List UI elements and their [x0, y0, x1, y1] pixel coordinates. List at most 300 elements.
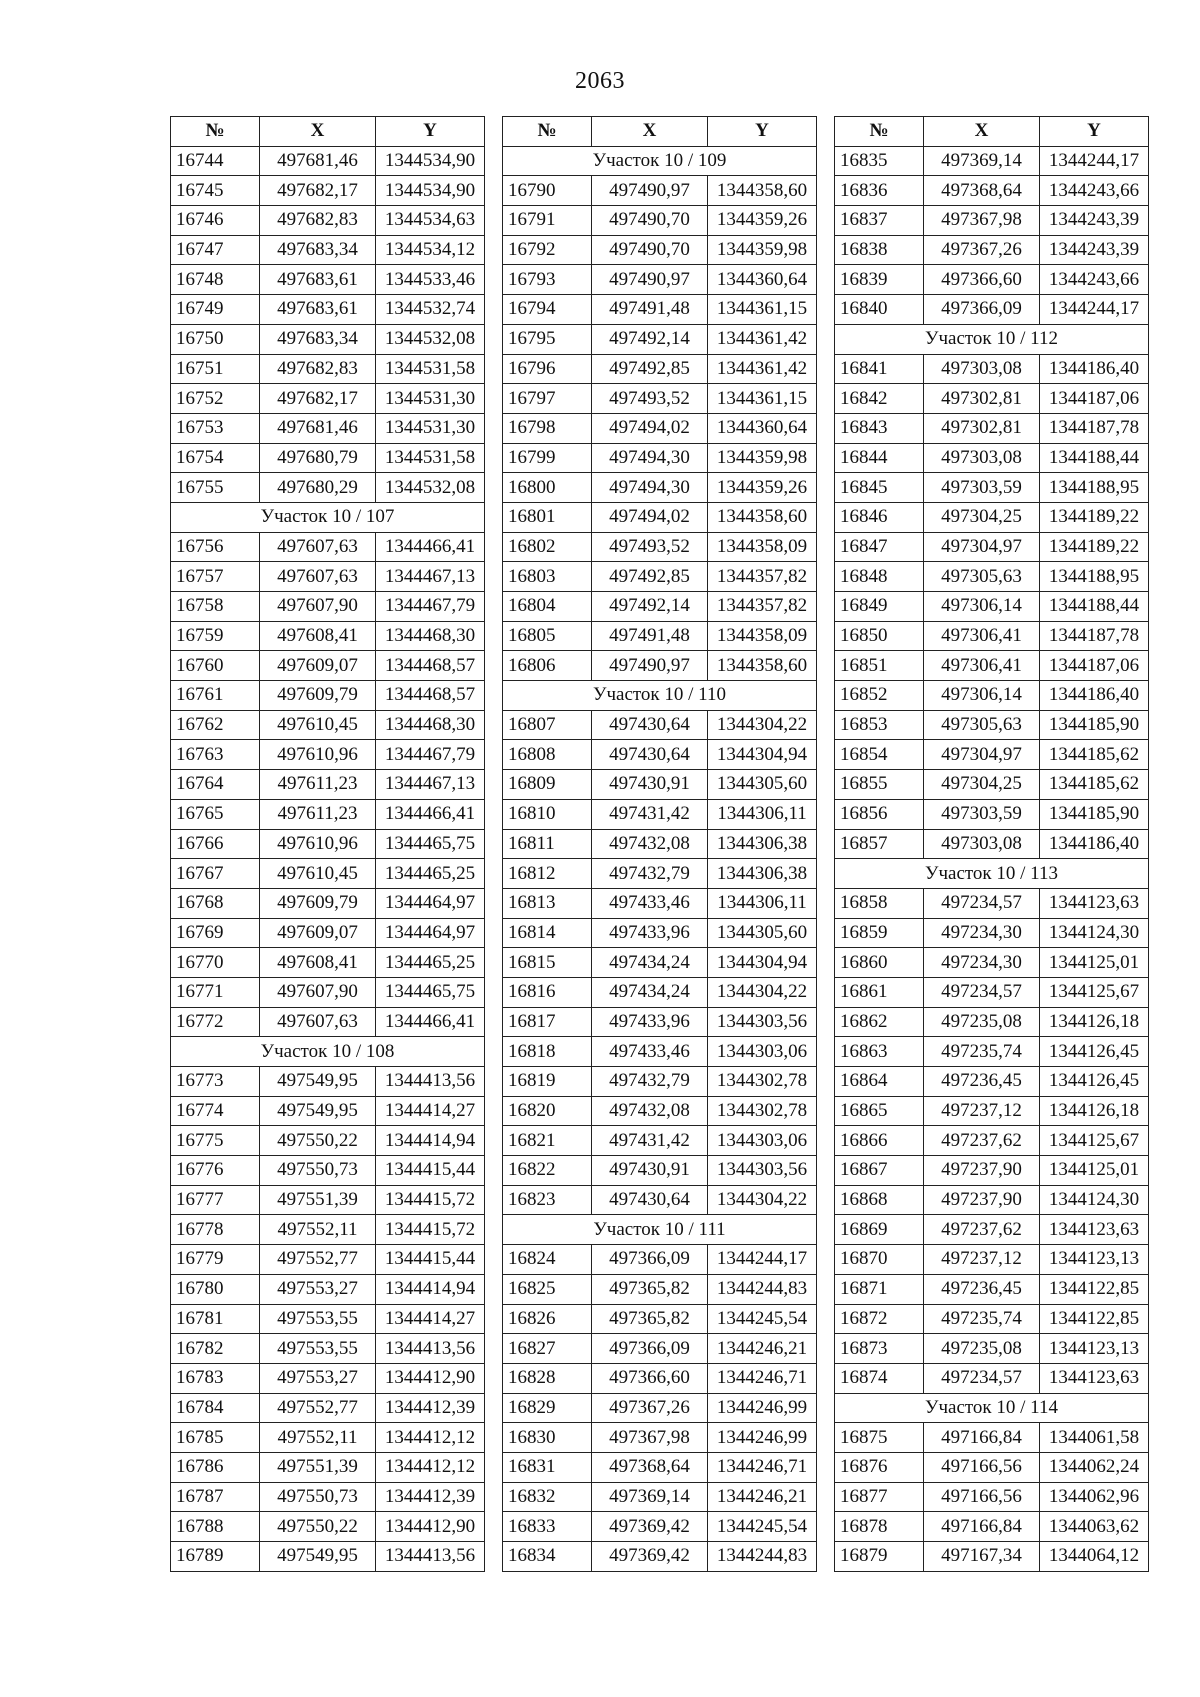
header-x: X — [592, 117, 708, 147]
table-row — [171, 592, 485, 622]
table-row — [503, 532, 817, 562]
coord-x: 497167,34 — [924, 1542, 1040, 1572]
point-number: 16875 — [835, 1423, 924, 1453]
coord-x: 497303,59 — [924, 799, 1040, 829]
coord-x: 497432,08 — [592, 1096, 708, 1126]
coord-y: 1344185,90 — [1040, 710, 1149, 740]
coord-x: 497680,29 — [260, 473, 376, 503]
table-row — [835, 710, 1149, 740]
table-header-row — [835, 117, 1149, 147]
coord-x: 497306,14 — [924, 592, 1040, 622]
point-number: 16771 — [171, 977, 260, 1007]
table-row — [171, 710, 485, 740]
table-row — [503, 621, 817, 651]
coord-y: 1344303,56 — [708, 1007, 817, 1037]
point-number: 16859 — [835, 918, 924, 948]
point-number: 16822 — [503, 1156, 592, 1186]
table-row — [835, 918, 1149, 948]
table-row — [171, 265, 485, 295]
point-number: 16858 — [835, 888, 924, 918]
coord-y: 1344125,01 — [1040, 948, 1149, 978]
table-row — [503, 1304, 817, 1334]
point-number: 16778 — [171, 1215, 260, 1245]
coord-x: 497368,64 — [924, 176, 1040, 206]
table-header-row — [503, 117, 817, 147]
point-number: 16799 — [503, 443, 592, 473]
coord-y: 1344243,66 — [1040, 265, 1149, 295]
point-number: 16863 — [835, 1037, 924, 1067]
coord-y: 1344306,38 — [708, 859, 817, 889]
table-row — [835, 413, 1149, 443]
coord-x: 497237,12 — [924, 1245, 1040, 1275]
point-number: 16773 — [171, 1067, 260, 1097]
coord-y: 1344412,90 — [376, 1363, 485, 1393]
coord-x: 497369,42 — [592, 1542, 708, 1572]
coord-y: 1344061,58 — [1040, 1423, 1149, 1453]
table-row — [503, 235, 817, 265]
table-row — [835, 295, 1149, 325]
coord-y: 1344412,39 — [376, 1482, 485, 1512]
table-row — [835, 443, 1149, 473]
table-row — [835, 1512, 1149, 1542]
point-number: 16803 — [503, 562, 592, 592]
coord-y: 1344465,75 — [376, 829, 485, 859]
coord-y: 1344302,78 — [708, 1096, 817, 1126]
point-number: 16750 — [171, 324, 260, 354]
coord-y: 1344304,94 — [708, 740, 817, 770]
header-x: X — [924, 117, 1040, 147]
coord-x: 497549,95 — [260, 1542, 376, 1572]
table-row — [835, 473, 1149, 503]
coord-y: 1344187,78 — [1040, 413, 1149, 443]
coord-x: 497490,97 — [592, 265, 708, 295]
coord-x: 497553,55 — [260, 1334, 376, 1364]
header-x: X — [260, 117, 376, 147]
coord-x: 497236,45 — [924, 1274, 1040, 1304]
point-number: 16813 — [503, 888, 592, 918]
coord-x: 497367,26 — [592, 1393, 708, 1423]
section-row — [835, 1393, 1149, 1423]
section-row — [503, 1215, 817, 1245]
coord-x: 497682,83 — [260, 354, 376, 384]
point-number: 16768 — [171, 888, 260, 918]
coord-y: 1344415,72 — [376, 1215, 485, 1245]
point-number: 16819 — [503, 1067, 592, 1097]
table-row — [503, 1245, 817, 1275]
coord-y: 1344123,63 — [1040, 1215, 1149, 1245]
table-row — [835, 562, 1149, 592]
table-row — [171, 829, 485, 859]
coord-x: 497237,90 — [924, 1156, 1040, 1186]
coord-y: 1344534,12 — [376, 235, 485, 265]
point-number: 16870 — [835, 1245, 924, 1275]
point-number: 16777 — [171, 1185, 260, 1215]
coord-y: 1344063,62 — [1040, 1512, 1149, 1542]
coord-x: 497683,61 — [260, 265, 376, 295]
coord-x: 497433,46 — [592, 888, 708, 918]
coord-x: 497304,97 — [924, 532, 1040, 562]
coord-x: 497235,74 — [924, 1304, 1040, 1334]
coord-x: 497303,59 — [924, 473, 1040, 503]
table-row — [835, 1452, 1149, 1482]
point-number: 16794 — [503, 295, 592, 325]
coord-x: 497550,22 — [260, 1512, 376, 1542]
coord-x: 497434,24 — [592, 948, 708, 978]
table-row — [835, 1423, 1149, 1453]
coord-x: 497237,62 — [924, 1215, 1040, 1245]
table-row — [503, 1334, 817, 1364]
coord-y: 1344358,09 — [708, 532, 817, 562]
coord-y: 1344306,11 — [708, 888, 817, 918]
coord-y: 1344304,22 — [708, 1185, 817, 1215]
table-row — [171, 1007, 485, 1037]
coord-x: 497494,30 — [592, 473, 708, 503]
point-number: 16798 — [503, 413, 592, 443]
coord-y: 1344303,06 — [708, 1126, 817, 1156]
table-row — [503, 324, 817, 354]
point-number: 16847 — [835, 532, 924, 562]
table-row — [171, 235, 485, 265]
coord-x: 497366,60 — [592, 1363, 708, 1393]
coord-x: 497306,41 — [924, 621, 1040, 651]
coord-y: 1344412,90 — [376, 1512, 485, 1542]
coord-y: 1344189,22 — [1040, 502, 1149, 532]
coord-x: 497490,97 — [592, 176, 708, 206]
point-number: 16873 — [835, 1334, 924, 1364]
table-row — [835, 977, 1149, 1007]
table-row — [835, 740, 1149, 770]
point-number: 16849 — [835, 592, 924, 622]
coord-y: 1344465,25 — [376, 948, 485, 978]
table-row — [503, 1482, 817, 1512]
point-number: 16831 — [503, 1452, 592, 1482]
point-number: 16793 — [503, 265, 592, 295]
table-row — [503, 265, 817, 295]
table-row — [835, 888, 1149, 918]
section-row — [503, 681, 817, 711]
point-number: 16868 — [835, 1185, 924, 1215]
coord-y: 1344064,12 — [1040, 1542, 1149, 1572]
point-number: 16760 — [171, 651, 260, 681]
coord-x: 497552,11 — [260, 1423, 376, 1453]
coord-y: 1344244,83 — [708, 1274, 817, 1304]
coord-x: 497490,70 — [592, 235, 708, 265]
coord-x: 497302,81 — [924, 413, 1040, 443]
table-row — [171, 324, 485, 354]
point-number: 16866 — [835, 1126, 924, 1156]
point-number: 16776 — [171, 1156, 260, 1186]
table-row — [171, 1482, 485, 1512]
table-row — [503, 1067, 817, 1097]
section-row — [171, 1037, 485, 1067]
coord-x: 497491,48 — [592, 621, 708, 651]
coord-y: 1344358,60 — [708, 651, 817, 681]
coord-y: 1344123,13 — [1040, 1334, 1149, 1364]
table-row — [835, 829, 1149, 859]
point-number: 16823 — [503, 1185, 592, 1215]
coord-x: 497304,97 — [924, 740, 1040, 770]
table-row — [171, 443, 485, 473]
table-row — [503, 948, 817, 978]
table-row — [171, 1185, 485, 1215]
coord-y: 1344413,56 — [376, 1067, 485, 1097]
point-number: 16757 — [171, 562, 260, 592]
point-number: 16815 — [503, 948, 592, 978]
coord-y: 1344188,44 — [1040, 592, 1149, 622]
table-row — [171, 1452, 485, 1482]
table-row — [503, 473, 817, 503]
point-number: 16850 — [835, 621, 924, 651]
point-number: 16790 — [503, 176, 592, 206]
coord-y: 1344465,75 — [376, 977, 485, 1007]
table-row — [835, 1215, 1149, 1245]
coord-y: 1344126,45 — [1040, 1067, 1149, 1097]
table-row — [835, 770, 1149, 800]
table-row — [835, 799, 1149, 829]
coord-y: 1344244,17 — [708, 1245, 817, 1275]
table-row — [171, 532, 485, 562]
header-number: № — [503, 117, 592, 147]
coord-y: 1344467,13 — [376, 770, 485, 800]
point-number: 16828 — [503, 1363, 592, 1393]
table-row — [835, 1542, 1149, 1572]
coord-x: 497166,56 — [924, 1482, 1040, 1512]
point-number: 16860 — [835, 948, 924, 978]
coord-x: 497366,09 — [924, 295, 1040, 325]
coord-y: 1344466,41 — [376, 532, 485, 562]
table-row — [171, 918, 485, 948]
table-row — [171, 1423, 485, 1453]
coord-y: 1344468,30 — [376, 710, 485, 740]
table-row — [171, 1126, 485, 1156]
coord-x: 497369,42 — [592, 1512, 708, 1542]
coord-x: 497303,08 — [924, 443, 1040, 473]
coord-y: 1344246,99 — [708, 1393, 817, 1423]
point-number: 16761 — [171, 681, 260, 711]
coord-x: 497304,25 — [924, 502, 1040, 532]
point-number: 16844 — [835, 443, 924, 473]
table-row — [503, 592, 817, 622]
coord-x: 497306,14 — [924, 681, 1040, 711]
table-row — [171, 651, 485, 681]
table-row — [171, 176, 485, 206]
coord-x: 497431,42 — [592, 1126, 708, 1156]
coord-x: 497302,81 — [924, 384, 1040, 414]
coord-x: 497491,48 — [592, 295, 708, 325]
coord-x: 497490,97 — [592, 651, 708, 681]
table-row — [503, 859, 817, 889]
coord-y: 1344533,46 — [376, 265, 485, 295]
coord-x: 497237,12 — [924, 1096, 1040, 1126]
coord-x: 497432,79 — [592, 859, 708, 889]
coord-y: 1344062,24 — [1040, 1452, 1149, 1482]
coord-x: 497433,46 — [592, 1037, 708, 1067]
coord-x: 497550,73 — [260, 1482, 376, 1512]
coord-x: 497553,27 — [260, 1363, 376, 1393]
table-row — [835, 206, 1149, 236]
point-number: 16779 — [171, 1245, 260, 1275]
section-row — [171, 502, 485, 532]
point-number: 16810 — [503, 799, 592, 829]
coord-x: 497305,63 — [924, 562, 1040, 592]
point-number: 16765 — [171, 799, 260, 829]
point-number: 16855 — [835, 770, 924, 800]
coord-x: 497682,17 — [260, 176, 376, 206]
coord-y: 1344123,63 — [1040, 888, 1149, 918]
coord-y: 1344413,56 — [376, 1542, 485, 1572]
coord-y: 1344243,39 — [1040, 235, 1149, 265]
point-number: 16851 — [835, 651, 924, 681]
coord-x: 497236,45 — [924, 1067, 1040, 1097]
point-number: 16783 — [171, 1363, 260, 1393]
coord-y: 1344414,27 — [376, 1096, 485, 1126]
coord-y: 1344464,97 — [376, 918, 485, 948]
table-row — [835, 265, 1149, 295]
coord-x: 497550,73 — [260, 1156, 376, 1186]
coord-y: 1344303,06 — [708, 1037, 817, 1067]
point-number: 16763 — [171, 740, 260, 770]
coord-y: 1344246,21 — [708, 1334, 817, 1364]
point-number: 16839 — [835, 265, 924, 295]
coord-x: 497609,79 — [260, 888, 376, 918]
coord-y: 1344244,83 — [708, 1542, 817, 1572]
coord-x: 497553,27 — [260, 1274, 376, 1304]
point-number: 16758 — [171, 592, 260, 622]
table-row — [171, 295, 485, 325]
point-number: 16871 — [835, 1274, 924, 1304]
coord-y: 1344246,99 — [708, 1423, 817, 1453]
table-row — [835, 1156, 1149, 1186]
table-row — [171, 473, 485, 503]
coord-y: 1344468,30 — [376, 621, 485, 651]
table-row — [503, 1274, 817, 1304]
coord-y: 1344361,15 — [708, 384, 817, 414]
coord-y: 1344122,85 — [1040, 1304, 1149, 1334]
point-number: 16795 — [503, 324, 592, 354]
point-number: 16830 — [503, 1423, 592, 1453]
coord-y: 1344412,12 — [376, 1423, 485, 1453]
point-number: 16824 — [503, 1245, 592, 1275]
point-number: 16837 — [835, 206, 924, 236]
point-number: 16846 — [835, 502, 924, 532]
table-row — [503, 1393, 817, 1423]
coord-x: 497610,96 — [260, 829, 376, 859]
point-number: 16747 — [171, 235, 260, 265]
table-row — [503, 562, 817, 592]
table-row — [171, 621, 485, 651]
coord-x: 497166,84 — [924, 1512, 1040, 1542]
point-number: 16878 — [835, 1512, 924, 1542]
coordinates-table-2 — [502, 116, 817, 1572]
point-number: 16774 — [171, 1096, 260, 1126]
point-number: 16772 — [171, 1007, 260, 1037]
coord-x: 497552,11 — [260, 1215, 376, 1245]
coord-y: 1344125,01 — [1040, 1156, 1149, 1186]
coord-x: 497490,70 — [592, 206, 708, 236]
coord-y: 1344534,63 — [376, 206, 485, 236]
coord-y: 1344186,40 — [1040, 829, 1149, 859]
point-number: 16869 — [835, 1215, 924, 1245]
coord-x: 497366,60 — [924, 265, 1040, 295]
table-row — [835, 948, 1149, 978]
coord-x: 497683,34 — [260, 324, 376, 354]
coord-x: 497608,41 — [260, 948, 376, 978]
table-row — [171, 146, 485, 176]
point-number: 16812 — [503, 859, 592, 889]
point-number: 16862 — [835, 1007, 924, 1037]
coord-y: 1344187,78 — [1040, 621, 1149, 651]
table-row — [503, 710, 817, 740]
table-row — [171, 1512, 485, 1542]
point-number: 16821 — [503, 1126, 592, 1156]
table-row — [171, 977, 485, 1007]
table-row — [171, 1245, 485, 1275]
table-row — [171, 859, 485, 889]
point-number: 16807 — [503, 710, 592, 740]
point-number: 16789 — [171, 1542, 260, 1572]
coord-y: 1344415,72 — [376, 1185, 485, 1215]
coord-y: 1344358,09 — [708, 621, 817, 651]
table-row — [503, 502, 817, 532]
point-number: 16826 — [503, 1304, 592, 1334]
table-row — [503, 295, 817, 325]
table-row — [503, 977, 817, 1007]
coord-x: 497432,08 — [592, 829, 708, 859]
table-row — [171, 1274, 485, 1304]
coord-x: 497234,57 — [924, 888, 1040, 918]
coord-y: 1344531,58 — [376, 354, 485, 384]
coord-x: 497552,77 — [260, 1245, 376, 1275]
point-number: 16853 — [835, 710, 924, 740]
coord-y: 1344244,17 — [1040, 146, 1149, 176]
point-number: 16754 — [171, 443, 260, 473]
point-number: 16842 — [835, 384, 924, 414]
table-row — [503, 770, 817, 800]
coord-x: 497430,91 — [592, 1156, 708, 1186]
coord-y: 1344189,22 — [1040, 532, 1149, 562]
coord-y: 1344465,25 — [376, 859, 485, 889]
coord-x: 497494,02 — [592, 413, 708, 443]
coord-x: 497304,25 — [924, 770, 1040, 800]
point-number: 16762 — [171, 710, 260, 740]
coord-x: 497607,63 — [260, 562, 376, 592]
table-row — [503, 740, 817, 770]
table-row — [171, 413, 485, 443]
table-row — [835, 176, 1149, 206]
table-row — [503, 443, 817, 473]
coord-y: 1344467,79 — [376, 592, 485, 622]
point-number: 16867 — [835, 1156, 924, 1186]
coord-y: 1344358,60 — [708, 502, 817, 532]
coord-x: 497369,14 — [592, 1482, 708, 1512]
table-row — [503, 384, 817, 414]
coord-x: 497234,30 — [924, 948, 1040, 978]
point-number: 16872 — [835, 1304, 924, 1334]
table-row — [503, 413, 817, 443]
table-row — [835, 1007, 1149, 1037]
coord-x: 497607,63 — [260, 1007, 376, 1037]
coord-x: 497366,09 — [592, 1334, 708, 1364]
table-row — [171, 1215, 485, 1245]
coord-y: 1344187,06 — [1040, 651, 1149, 681]
coord-x: 497607,90 — [260, 977, 376, 1007]
table-row — [835, 502, 1149, 532]
coord-y: 1344187,06 — [1040, 384, 1149, 414]
coord-x: 497368,64 — [592, 1452, 708, 1482]
header-y: Y — [1040, 117, 1149, 147]
coord-y: 1344414,94 — [376, 1126, 485, 1156]
header-y: Y — [708, 117, 817, 147]
